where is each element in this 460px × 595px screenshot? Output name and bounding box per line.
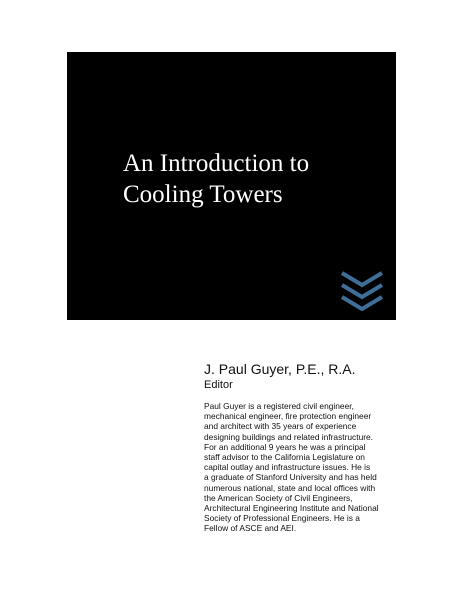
book-title-line: An Introduction to (123, 150, 310, 177)
bio-line: Fellow of ASCE and AEI. (204, 523, 297, 534)
bio-line: Paul Guyer is a registered civil engineer, (204, 401, 354, 411)
bio-line: and architect with 35 years of experience (204, 421, 357, 432)
bio-line: designing buildings and related infrastructure. (204, 431, 374, 442)
bio-line: staff advisor to the California Legislature on (204, 452, 365, 463)
bio-line: the American Society of Civil Engineers, (204, 492, 353, 503)
author-bio (204, 401, 440, 534)
bio-line: For an additional 9 years he was a principal (204, 441, 366, 452)
bio-line: numerous national, state and local offices with (204, 482, 376, 493)
triple-chevron-down-icon (340, 271, 384, 311)
author-name: J. Paul Guyer, P.E., R.A. (204, 361, 356, 377)
bio-line: capital outlay and infrastructure issues. He is (204, 462, 371, 473)
bio-line: Society of Professional Engineers. He is a (204, 513, 360, 524)
bio-line: Architectural Engineering Institute and National (204, 503, 379, 514)
cover-panel (67, 52, 396, 320)
book-title (123, 148, 383, 210)
bio-line: a graduate of Stanford University and has held (204, 472, 377, 483)
author-role: Editor (204, 379, 233, 391)
book-title-line: Cooling Towers (123, 181, 283, 208)
bio-line: mechanical engineer, fire protection engineer (204, 411, 372, 422)
